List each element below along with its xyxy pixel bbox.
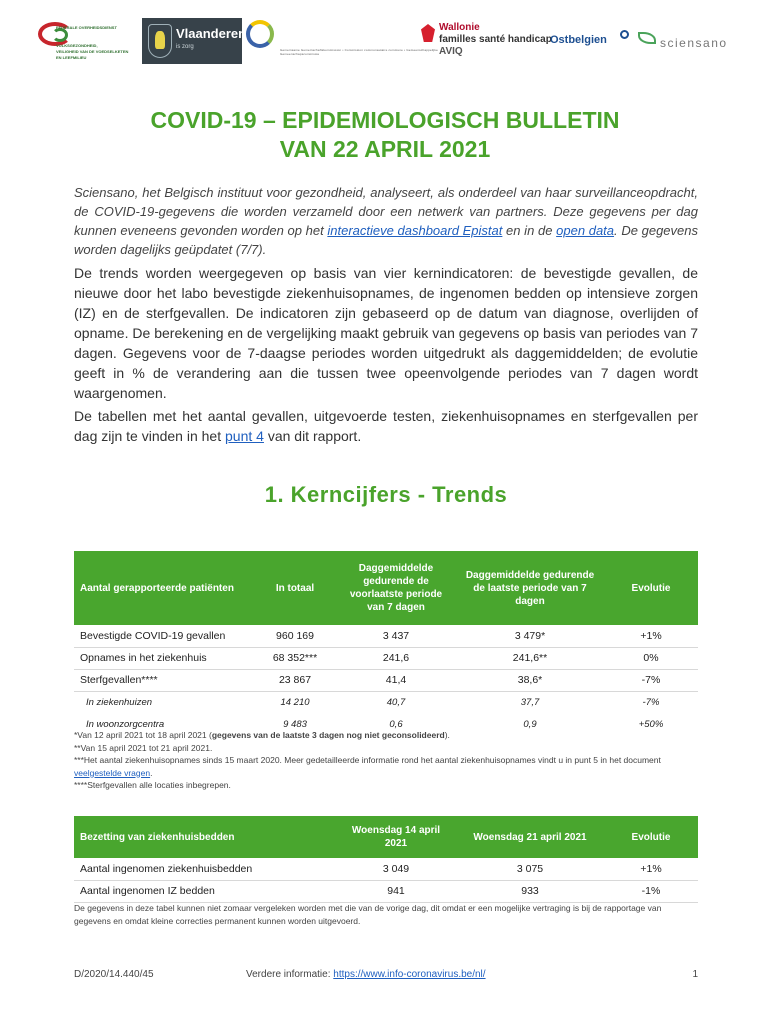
vlaanderen-logo: Vlaanderen is zorg: [142, 18, 242, 64]
col-header-date-1: Woensdag 14 april 2021: [336, 816, 456, 858]
intro-paragraph: Sciensano, het Belgisch instituut voor gezondheid, analyseert, als onderdeel van haar surveillanceopdracht, de COVID-19-gegevens die worden verzameld door een netwerk van partners. Deze gegevens per dag kunnen eveneens gevonden worden op het interactieve dashboard Epistat en in de open data. De gegevens worden dagelijks geüpdatet (7/7).: [74, 185, 698, 257]
col-header-occupancy: Bezetting van ziekenhuisbedden: [74, 816, 336, 858]
col-header-date-2: Woensdag 21 april 2021: [456, 816, 604, 858]
federal-swirl-inner-icon: [52, 28, 68, 42]
col-header-evolution: Evolutie: [604, 551, 698, 625]
more-info: Verdere informatie: https://www.info-coronavirus.be/nl/: [246, 969, 486, 980]
section-title: 1. Kerncijfers - Trends: [264, 482, 508, 507]
info-coronavirus-link[interactable]: https://www.info-coronavirus.be/nl/: [333, 969, 486, 980]
wallonie-rooster-icon: [421, 24, 435, 42]
aviq-logo: Wallonie familles santé handicap AVIQ: [421, 18, 541, 64]
footnote-3: ***Het aantal ziekenhuisopnames sinds 15 maart 2020. Meer gedetailleerde informatie rond het aantal ziekenhuisopnames vindt u in punt 5 in het document veelgestelde vragen.: [74, 755, 661, 778]
trends-paragraph: De trends worden weergegeven op basis van vier kernindicatoren: de bevestigde gevallen, de nieuwe door het labo bevestigde ziekenhuisopnames, de ingenomen bedden op intensieve zorgen (IZ) en de sterfgevallen. De indicatoren zijn gebaseerd op de datum van diagnose, overlijden of opname. De berekening en de vergelijking maakt gebruik van gegevens op basis van periodes van 7 dagen. Gegevens voor de 7-daagse periodes worden uitgedrukt als daggemiddelden; de evolutie geeft in % de verandering aan die tussen twee opeenvolgende periodes van 7 dagen wordt waargenomen.: [74, 265, 698, 401]
flemish-lion-icon: [148, 24, 172, 58]
table-row: In ziekenhuizen 14 210 40,7 37,7 -7%: [74, 691, 698, 713]
sciensano-leaf-icon: [638, 32, 656, 44]
page-number: 1: [692, 969, 698, 980]
bed-table-note: De gegevens in deze tabel kunnen niet zomaar vergeleken worden met die van de vorige dag, dit omdat er een mogelijke vertraging is bij de rapportage van gegevens en omdat kleine correcties permanent kunnen worden uitgevoerd.: [74, 903, 662, 926]
ostbelgien-dot-icon: [620, 30, 629, 39]
col-header-last-period: Daggemiddelde gedurende de laatste periode van 7 dagen: [456, 551, 604, 625]
footnote-1: *Van 12 april 2021 tot 18 april 2021 (gegevens van de laatste 3 dagen nog niet geconsolideerd).: [74, 730, 450, 740]
table-row: Aantal ingenomen IZ bedden 941 933 -1%: [74, 880, 698, 902]
col-header-prev-period: Daggemiddelde gedurende de voorlaatste periode van 7 dagen: [336, 551, 456, 625]
partner-logos: [38, 18, 738, 64]
bulletin-title: [60, 106, 710, 164]
document-code: D/2020/14.440/45: [74, 969, 154, 980]
table-footnotes: [74, 729, 698, 792]
key-figures-table: [74, 551, 698, 736]
ostbelgien-logo: Ostbelgien: [550, 18, 630, 64]
table-row: Sterfgevallen**** 23 867 41,4 38,6* -7%: [74, 669, 698, 691]
epistat-dashboard-link[interactable]: interactieve dashboard Epistat: [327, 223, 503, 238]
faq-link[interactable]: veelgestelde vragen: [74, 767, 151, 778]
table-row: Aantal ingenomen ziekenhuisbedden 3 049 3 075 +1%: [74, 858, 698, 880]
col-header-total: In totaal: [254, 551, 336, 625]
punt-4-link[interactable]: punt 4: [225, 428, 264, 444]
table-row: Bevestigde COVID-19 gevallen 960 169 3 437 3 479* +1%: [74, 625, 698, 647]
footnote-4: ****Sterfgevallen alle locaties inbegrepen.: [74, 780, 231, 790]
ggc-logo: Gemeinsame Gemeinschaftskommission • Commission communautaire commune • Gemeenschappelijke Gemeenschapscommissie: [244, 18, 444, 64]
title-line-2: VAN 22 APRIL 2021: [279, 136, 491, 162]
table-header-row: [74, 551, 698, 625]
table-header-row: [74, 816, 698, 858]
federal-health-logo: FEDERALE OVERHEIDSDIENST VOLKSGEZONDHEID, VEILIGHEID VAN DE VOEDSELKETEN EN LEEFMILIEU: [38, 18, 138, 64]
ggc-ring-icon: [246, 20, 274, 48]
open-data-link[interactable]: open data: [556, 223, 615, 238]
tables-paragraph: De tabellen met het aantal gevallen, uitgevoerde testen, ziekenhuisopnames en sterfgevallen per dag zijn te vinden in het punt 4 van dit rapport.: [74, 408, 698, 444]
table-row: In woonzorgcentra 9 483 0,6 0,9 +50%: [74, 713, 698, 735]
title-line-1: COVID-19 – EPIDEMIOLOGISCH BULLETIN: [150, 107, 620, 133]
col-header-evolution: Evolutie: [604, 816, 698, 858]
table-row: Opnames in het ziekenhuis 68 352*** 241,6 241,6** 0%: [74, 647, 698, 669]
sciensano-logo: sciensano: [634, 18, 740, 64]
footnote-2: **Van 15 april 2021 tot 21 april 2021.: [74, 742, 213, 753]
bed-occupancy-table: [74, 816, 698, 903]
col-header-patients: Aantal gerapporteerde patiënten: [74, 551, 254, 625]
